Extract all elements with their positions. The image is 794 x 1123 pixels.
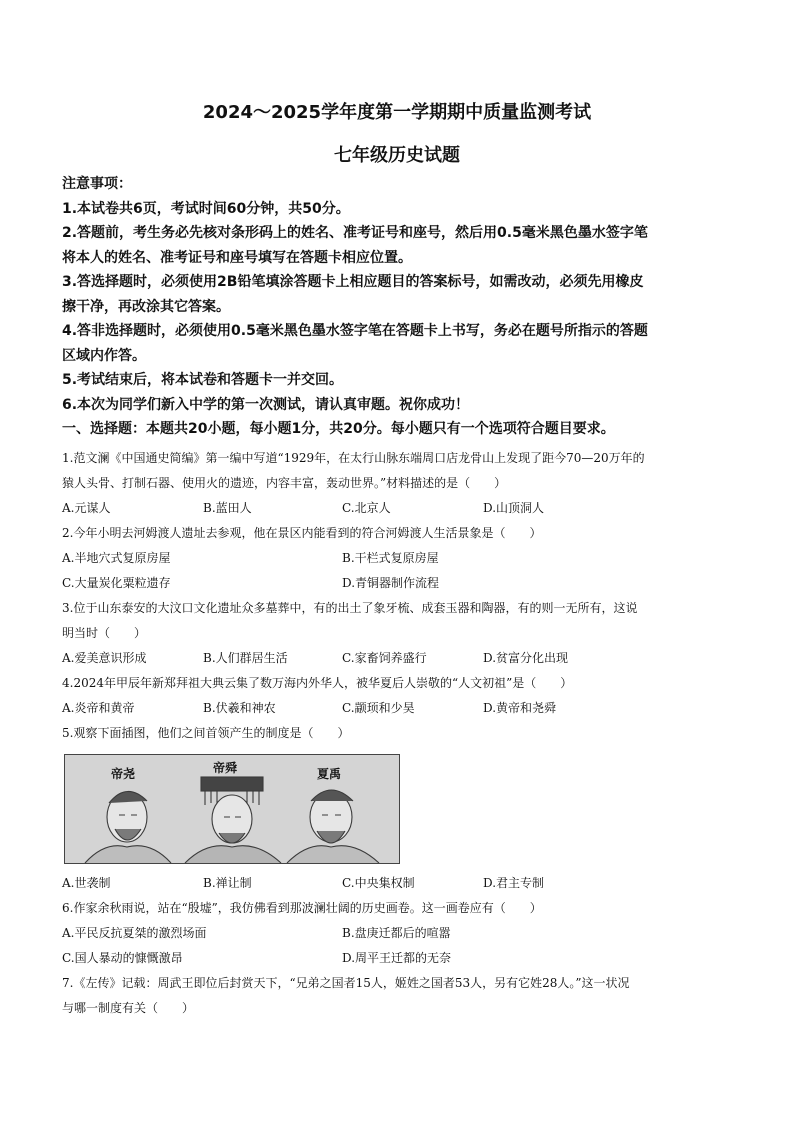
q5-illustration <box>64 754 400 864</box>
question-2-options-row1 <box>62 546 742 571</box>
notice-line: 3.答选择题时，必须使用2B铅笔填涂答题卡上相应题目的答案标号，如需改动，必须先用橡皮 <box>62 274 644 290</box>
q2-option-a[interactable]: A.半地穴式复原房屋 <box>62 551 171 565</box>
question-3-stem: 3.位于山东泰安的大汶口文化遗址众多墓葬中，有的出土了象牙梳、成套玉器和陶器，有的则一无所有，这说 <box>62 601 638 615</box>
questions-block-1 <box>62 446 742 746</box>
exam-subtitle: 七年级历史试题 <box>334 145 460 166</box>
q1-option-a[interactable]: A.元谋人 <box>62 501 111 515</box>
question-1-stem-cont: 猿人头骨、打制石器、使用火的遗迹，内容丰富，轰动世界。”材料描述的是（ ） <box>62 476 507 490</box>
question-4-options <box>62 696 742 721</box>
figure-label-yu: 夏禹 <box>317 767 342 781</box>
question-5-options <box>62 871 742 896</box>
q4-option-b[interactable]: B.伏羲和神农 <box>203 701 276 715</box>
question-6-options-row2 <box>62 946 742 971</box>
question-1-stem: 1.范文澜《中国通史简编》第一编中写道“1929年，在太行山脉东端周口店龙骨山上发现了距今70—20万年的 <box>62 451 645 465</box>
q6-option-c[interactable]: C.国人暴动的慷慨激昂 <box>62 951 183 965</box>
notice-line: 5.考试结束后，将本试卷和答题卡一并交回。 <box>62 372 344 388</box>
question-1-options <box>62 496 742 521</box>
question-5-stem: 5.观察下面插图，他们之间首领产生的制度是（ ） <box>62 726 350 740</box>
question-4-stem: 4.2024年甲辰年新郑拜祖大典云集了数万海内外华人，被华夏后人崇敬的“人文初祖”是（ ） <box>62 676 573 690</box>
notice-line: 4.答非选择题时，必须使用0.5毫米黑色墨水签字笔在答题卡上书写，务必在题号所指示的答题 <box>62 323 648 339</box>
question-3-options <box>62 646 742 671</box>
question-2-options-row2 <box>62 571 742 596</box>
q6-option-b[interactable]: B.盘庚迁都后的喧嚣 <box>342 926 451 940</box>
q5-option-d[interactable]: D.君主专制 <box>483 876 545 890</box>
notice-line: 6.本次为同学们新入中学的第一次测试，请认真审题。祝你成功！ <box>62 396 470 413</box>
notice-line: 1.本试卷共6页，考试时间60分钟，共50分。 <box>62 200 350 217</box>
question-7-stem-cont: 与哪一制度有关（ ） <box>62 1001 195 1015</box>
notice-heading: 注意事项： <box>62 176 132 192</box>
q5-option-b[interactable]: B.禅让制 <box>203 876 252 890</box>
q4-option-d[interactable]: D.黄帝和尧舜 <box>483 701 557 715</box>
q3-option-d[interactable]: D.贫富分化出现 <box>483 651 569 665</box>
q2-option-d[interactable]: D.青铜器制作流程 <box>342 576 440 590</box>
q5-option-c[interactable]: C.中央集权制 <box>342 876 415 890</box>
question-3-stem-cont: 明当时（ ） <box>62 626 147 640</box>
q1-option-b[interactable]: B.蓝田人 <box>203 501 252 515</box>
q3-option-c[interactable]: C.家畜饲养盛行 <box>342 651 427 665</box>
q2-option-b[interactable]: B.干栏式复原房屋 <box>342 551 439 565</box>
q3-option-a[interactable]: A.爱美意识形成 <box>62 651 147 665</box>
figure-label-shun: 帝舜 <box>213 761 238 775</box>
q4-option-a[interactable]: A.炎帝和黄帝 <box>62 701 135 715</box>
q4-option-c[interactable]: C.颛顼和少昊 <box>342 701 415 715</box>
section-heading: 一、选择题：本题共20小题，每小题1分，共20分。每小题只有一个选项符合题目要求。 <box>62 421 615 437</box>
notice-line: 将本人的姓名、准考证号和座号填写在答题卡相应位置。 <box>62 249 412 266</box>
q1-option-c[interactable]: C.北京人 <box>342 501 391 515</box>
questions-block-2 <box>62 871 742 1021</box>
figure-label-yao: 帝尧 <box>111 767 136 781</box>
question-7-stem: 7.《左传》记载：周武王即位后封赏天下，“兄弟之国者15人，姬姓之国者53人，另有它姓28人。”这一状况 <box>62 976 630 990</box>
q6-option-a[interactable]: A.平民反抗夏桀的激烈场面 <box>62 926 207 940</box>
q6-option-d[interactable]: D.周平王迁都的无奈 <box>342 951 452 965</box>
notice-line: 2.答题前，考生务必先核对条形码上的姓名、准考证号和座号，然后用0.5毫米黑色墨水签字笔 <box>62 225 648 241</box>
question-6-stem: 6.作家余秋雨说，站在“殷墟”，我仿佛看到那波澜壮阔的历史画卷。这一画卷应有（ ） <box>62 901 542 915</box>
q1-option-d[interactable]: D.山顶洞人 <box>483 501 545 515</box>
q2-option-c[interactable]: C.大量炭化粟粒遗存 <box>62 576 171 590</box>
question-6-options-row1 <box>62 921 742 946</box>
exam-title: 2024～2025学年度第一学期期中质量监测考试 <box>202 102 592 123</box>
notice-line: 擦干净，再改涂其它答案。 <box>62 298 230 315</box>
q3-option-b[interactable]: B.人们群居生活 <box>203 651 288 665</box>
question-2-stem: 2.今年小明去河姆渡人遗址去参观，他在景区内能看到的符合河姆渡人生活景象是（ ） <box>62 526 542 540</box>
q5-option-a[interactable]: A.世袭制 <box>62 876 111 890</box>
notice-line: 区域内作答。 <box>62 347 146 364</box>
notice-block <box>62 172 742 442</box>
